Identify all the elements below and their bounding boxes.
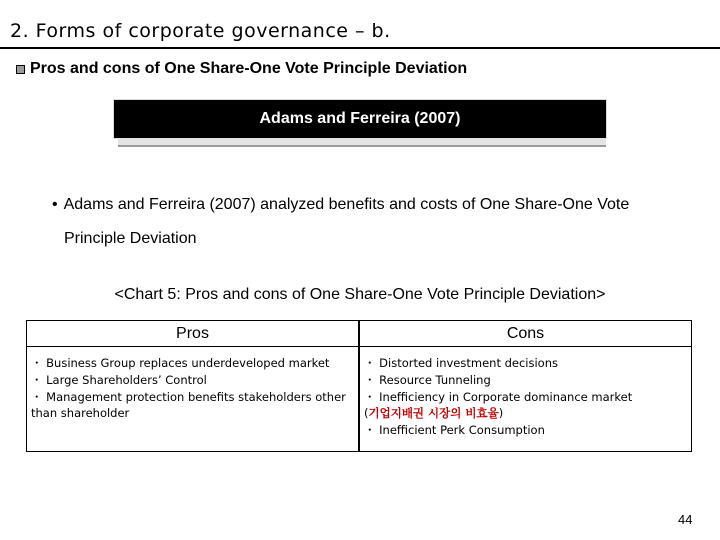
body-paragraph	[52, 188, 712, 256]
page-number: 44	[678, 512, 693, 527]
cons-item: ・ Inefficiency in Corporate dominance market	[364, 389, 633, 404]
section-heading	[16, 60, 467, 78]
slide-title: 2. Forms of corporate governance – b.	[10, 20, 391, 42]
pros-item: ・ Business Group replaces underdeveloped market	[31, 356, 330, 370]
cons-header: Cons	[359, 320, 692, 346]
square-bullet-icon	[16, 65, 25, 74]
reference-banner: Adams and Ferreira (2007)	[114, 100, 606, 138]
section-heading-text: Pros and cons of One Share-One Vote Principle Deviation	[30, 60, 468, 77]
body-text-line-2: Principle Deviation	[64, 230, 197, 247]
title-divider	[0, 47, 720, 49]
banner-shadow	[118, 138, 606, 147]
pros-item: ・ Management protection benefits stakeholders other than shareholder	[31, 389, 346, 421]
bullet-icon: •	[52, 196, 58, 213]
body-text-line-1: Adams and Ferreira (2007) analyzed benefits and costs of One Share-One Vote	[63, 196, 630, 213]
cons-item: ・ Distorted investment decisions	[364, 356, 559, 370]
chart-caption: <Chart 5: Pros and cons of One Share-One Vote Principle Deviation>	[114, 286, 606, 303]
cons-korean-note	[364, 405, 689, 422]
pros-box	[26, 346, 359, 452]
cons-item: ・ Inefficient Perk Consumption	[364, 423, 545, 438]
cons-item: ・ Resource Tunneling	[364, 372, 491, 387]
paren-open: (	[364, 406, 369, 421]
paren-close: )	[498, 406, 504, 421]
pros-header: Pros	[26, 320, 359, 346]
pros-item: ・ Large Shareholders’ Control	[31, 372, 207, 387]
cons-korean-text: 기업지배권 시장의 비효율	[368, 406, 499, 421]
cons-box	[359, 346, 692, 452]
body-line-1	[52, 188, 712, 222]
